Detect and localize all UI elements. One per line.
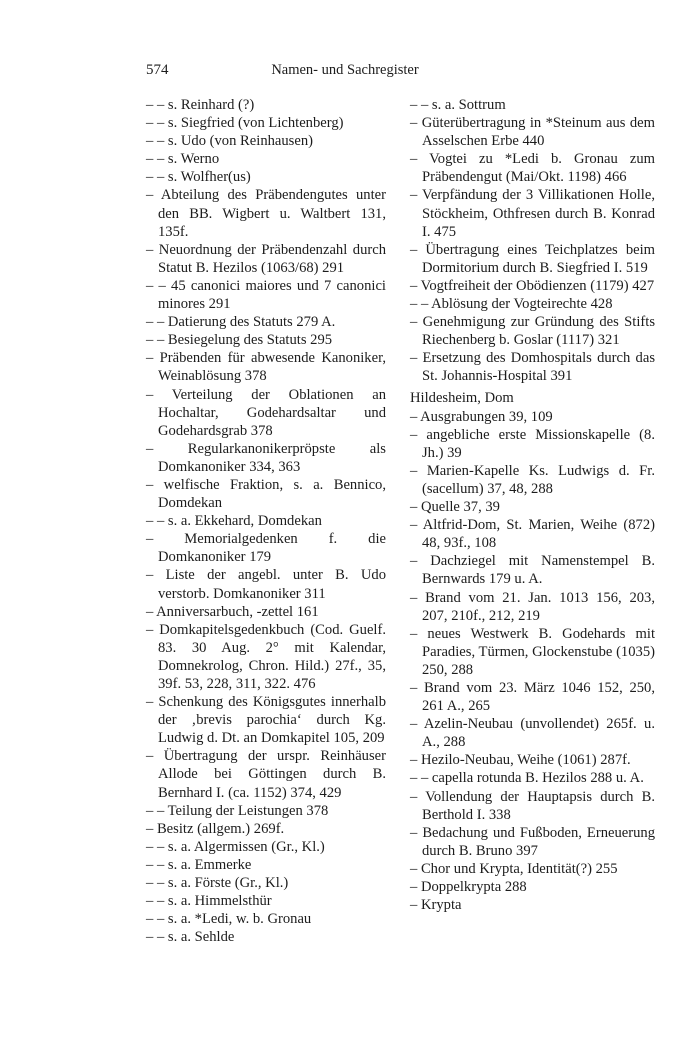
index-entry: – Altfrid-Dom, St. Marien, Weihe (872) 48, 93f., 108 [410, 517, 655, 552]
index-entry: – Azelin-Neubau (unvollendet) 265f. u. A., 288 [410, 716, 655, 751]
index-heading: Hildesheim, Dom [410, 389, 514, 406]
index-entry: – Präbenden für abwesende Kanoniker, Weinablösung 378 [146, 350, 386, 385]
index-entry: – Schenkung des Königsgutes innerhalb der ‚brevis parochia‘ durch Kg. Ludwig d. Dt. an Domkapitel 105, 209 [146, 694, 386, 747]
index-entry: – – s. a. Algermissen (Gr., Kl.) [146, 838, 325, 855]
index-entry: – Chor und Krypta, Identität(?) 255 [410, 860, 618, 877]
index-entry: – – Datierung des Statuts 279 A. [146, 314, 336, 331]
page-header [146, 62, 544, 82]
index-entry: – – s. a. Sottrum [410, 97, 506, 113]
index-entry: – – capella rotunda B. Hezilos 288 u. A. [410, 770, 644, 787]
index-entry: – Ausgrabungen 39, 109 [410, 408, 553, 425]
index-entry: – angebliche erste Missionskapelle (8. Jh.) 39 [410, 426, 655, 461]
index-entry: – – s. a. Himmelsthür [146, 893, 272, 910]
index-entry: – – Besiegelung des Statuts 295 [146, 332, 333, 349]
page-number: 574 [146, 62, 169, 78]
index-entry: – Anniversarbuch, -zettel 161 [146, 603, 319, 620]
index-entry: – Abteilung des Präbendengutes unter den BB. Wigbert u. Waltbert 131, 135f. [146, 187, 386, 240]
index-entry: – Quelle 37, 39 [410, 499, 500, 516]
index-entry: – Ersetzung des Domhospitals durch das St. Johannis-Hospital 391 [410, 350, 655, 385]
index-entry: – Memorialgedenken f. die Domkanoniker 179 [146, 531, 386, 566]
index-entry: – – s. a. Förste (Gr., Kl.) [146, 875, 289, 892]
index-entry: – – s. a. *Ledi, w. b. Gronau [146, 911, 312, 928]
index-entry: – Verpfändung der 3 Villikationen Holle, Stöckheim, Othfresen durch B. Konrad I. 475 [410, 187, 655, 240]
index-entry: – Übertragung der urspr. Reinhäuser Allode bei Göttingen durch B. Bernhard I. (ca. 1152) 374, 429 [146, 748, 386, 801]
index-entry: – Verteilung der Oblationen an Hochaltar, Godehardsaltar und Godehardsgrab 378 [146, 386, 386, 439]
index-entry: – – Ablösung der Vogteirechte 428 [410, 296, 613, 313]
index-entry: – – Teilung der Leistungen 378 [146, 802, 329, 819]
index-entry: – – s. Werno [146, 151, 220, 168]
index-entry: – welfische Fraktion, s. a. Bennico, Domdekan [146, 476, 386, 512]
running-title: Namen- und Sachregister [271, 62, 419, 78]
index-entry: – Brand vom 21. Jan. 1013 156, 203, 207, 210f., 212, 219 [410, 589, 655, 624]
index-entry: – – s. Reinhard (?) [146, 97, 255, 113]
index-entry: – – s. a. Emmerke [146, 856, 252, 873]
index-entry: – Vollendung der Hauptapsis durch B. Berthold I. 338 [410, 788, 655, 823]
index-entry: – Genehmigung zur Gründung des Stifts Riechenberg b. Goslar (1117) 321 [410, 314, 655, 349]
index-entry: – Krypta [410, 897, 462, 914]
index-entry: – Dachziegel mit Namenstempel B. Bernwards 179 u. A. [410, 553, 655, 588]
index-column-right [410, 96, 655, 914]
index-entry: – Vogtei zu *Ledi b. Gronau zum Präbendengut (Mai/Okt. 1198) 466 [410, 151, 655, 186]
index-entry: – Vogtfreiheit der Obödienzen (1179) 427 [410, 277, 655, 294]
index-entry: – – 45 canonici maiores und 7 canonici minores 291 [146, 277, 386, 313]
index-entry: – neues Westwerk B. Godehards mit Paradies, Türmen, Glockenstube (1035) 250, 288 [410, 625, 655, 678]
index-entry: – – s. a. Sehlde [146, 929, 235, 946]
index-entry: – Regularkanonikerpröpste als Domkanoniker 334, 363 [146, 440, 386, 475]
index-entry: – Bedachung und Fußboden, Erneuerung durch B. Bruno 397 [410, 824, 655, 859]
index-entry: – Brand vom 23. März 1046 152, 250, 261 A., 265 [410, 680, 655, 715]
index-entry: – Güterübertragung in *Steinum aus dem Asselschen Erbe 440 [410, 115, 655, 150]
index-entry: – Hezilo-Neubau, Weihe (1061) 287f. [410, 752, 631, 769]
index-entry: – Domkapitelsgedenkbuch (Cod. Guelf. 83. 30 Aug. 2° mit Kalendar, Domnekrolog, Chron. Hild.) 27f., 35, 39f. 53, 228, 311, 322. 476 [146, 621, 386, 692]
index-entry: – Marien-Kapelle Ks. Ludwigs d. Fr. (sacellum) 37, 48, 288 [410, 462, 655, 497]
index-entry: – Besitz (allgem.) 269f. [146, 820, 285, 837]
index-entry: – – s. Siegfried (von Lichtenberg) [146, 115, 344, 132]
index-entry: – – s. Wolfher(us) [146, 169, 251, 186]
index-entry: – Übertragung eines Teichplatzes beim Dormitorium durch B. Siegfried I. 519 [410, 241, 655, 276]
index-entry: – Doppelkrypta 288 [410, 879, 527, 896]
index-entry: – Neuordnung der Präbendenzahl durch Statut B. Hezilos (1063/68) 291 [146, 241, 386, 276]
index-entry: – – s. Udo (von Reinhausen) [146, 133, 313, 150]
index-entry: – – s. a. Ekkehard, Domdekan [146, 513, 322, 530]
index-column-left [146, 96, 386, 946]
index-entry: – Liste der angebl. unter B. Udo verstorb. Domkanoniker 311 [146, 567, 386, 602]
